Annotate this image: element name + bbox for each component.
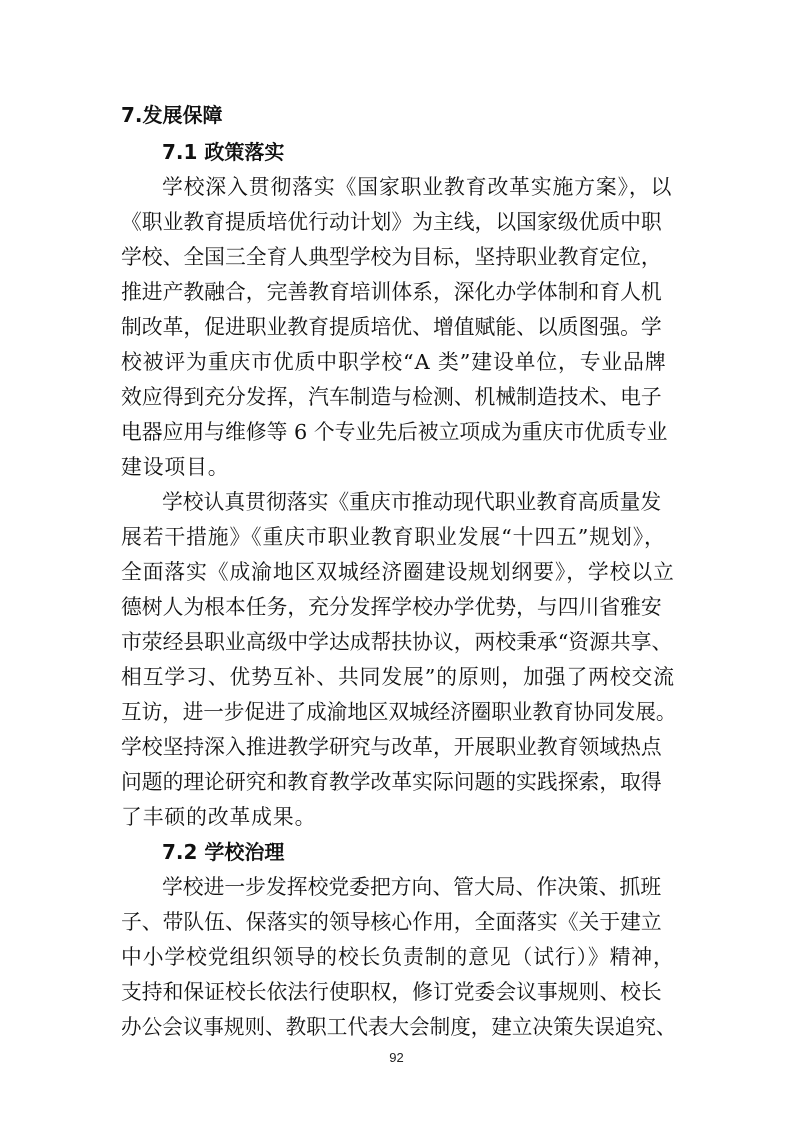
- chapter-heading: 7.发展保障: [121, 103, 223, 127]
- paragraph-line: 制改革，促进职业教育提质培优、增值赋能、以质图强。学: [121, 315, 662, 339]
- paragraph-line: 问题的理论研究和教育教学改革实际问题的实践探索，取得: [121, 770, 662, 794]
- paragraph-line: 子、带队伍、保落实的领导核心作用，全面落实《关于建立: [121, 910, 662, 934]
- paragraph-line: 《职业教育提质培优行动计划》为主线，以国家级优质中职: [121, 210, 662, 234]
- paragraph-line: 建设项目。: [121, 455, 230, 479]
- paragraph-line: 推进产教融合，完善教育培训体系，深化办学体制和育人机: [121, 280, 662, 304]
- paragraph-line: 学校、全国三全育人典型学校为目标，坚持职业教育定位，: [121, 245, 662, 269]
- paragraph-line: 效应得到充分发挥，汽车制造与检测、机械制造技术、电子: [121, 385, 662, 409]
- section-heading-policy: 7.1 政策落实: [162, 140, 285, 164]
- paragraph-line: 市荥经县职业高级中学达成帮扶协议，两校秉承“资源共享、: [121, 630, 673, 654]
- paragraph-line: 电器应用与维修等 6 个专业先后被立项成为重庆市优质专业: [121, 420, 668, 444]
- paragraph-line: 校被评为重庆市优质中职学校“A 类”建设单位，专业品牌: [121, 350, 667, 374]
- section-heading-governance: 7.2 学校治理: [162, 840, 285, 864]
- paragraph-line: 德树人为根本任务，充分发挥学校办学优势，与四川省雅安: [121, 595, 662, 619]
- paragraph-line: 全面落实《成渝地区双城经济圈建设规划纲要》，学校以立: [121, 560, 675, 584]
- paragraph-line: 学校深入贯彻落实《国家职业教育改革实施方案》，以: [162, 175, 673, 199]
- paragraph-line: 学校进一步发挥校党委把方向、管大局、作决策、抓班: [162, 875, 662, 899]
- paragraph-line: 学校坚持深入推进教学研究与改革，开展职业教育领域热点: [121, 735, 662, 759]
- paragraph-line: 展若干措施》《重庆市职业教育职业发展“十四五”规划》，: [121, 525, 666, 549]
- paragraph-line: 支持和保证校长依法行使职权，修订党委会议事规则、校长: [121, 980, 662, 1004]
- paragraph-line: 互访，进一步促进了成渝地区双城经济圈职业教育协同发展。: [121, 700, 677, 724]
- page-number: 92: [389, 1050, 404, 1065]
- paragraph-line: 相互学习、优势互补、共同发展”的原则，加强了两校交流: [121, 665, 675, 689]
- paragraph-line: 办公会议事规则、教职工代表大会制度，建立决策失误追究、: [121, 1015, 677, 1039]
- paragraph-line: 了丰硕的改革成果。: [121, 805, 317, 829]
- paragraph-line: 学校认真贯彻落实《重庆市推动现代职业教育高质量发: [162, 490, 662, 514]
- paragraph-line: 中小学校党组织领导的校长负责制的意见（试行）》精神，: [121, 945, 675, 969]
